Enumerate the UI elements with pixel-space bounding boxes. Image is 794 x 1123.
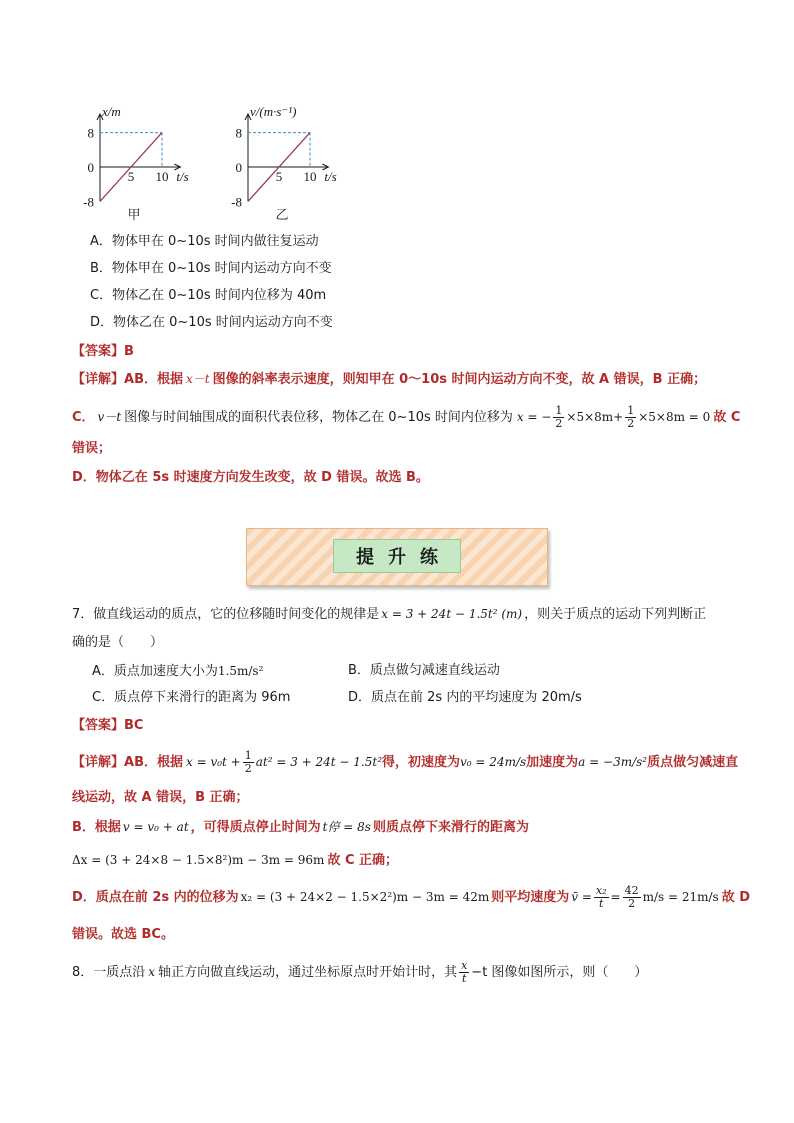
chart-caption: 乙: [275, 207, 289, 222]
detail-text: 故 D: [721, 890, 751, 905]
detail-tag: 【详解】: [72, 755, 125, 770]
x-tick-label: 5: [275, 169, 283, 184]
math-expr: x－t: [186, 372, 210, 386]
answer-value: B: [124, 344, 134, 359]
y-axis-label: x/m: [102, 104, 121, 119]
q7-option-a: [92, 661, 263, 682]
fraction: $\frac{x}{t}$: [461, 959, 468, 985]
answer-tag: 【答案】: [72, 344, 125, 359]
q6-detail-line2: [72, 403, 740, 431]
option-text: A．质点加速度大小为: [92, 664, 218, 679]
q7-stem-line2: 确的是（ ）: [72, 635, 164, 650]
section-banner: [246, 528, 548, 586]
q6-option-d: D．物体乙在 0~10s 时间内运动方向不变: [90, 315, 333, 330]
detail-text: 则质点停下来滑行的距离为: [372, 820, 529, 835]
detail-text: AB．根据: [124, 755, 183, 770]
math-expr: a = −3m/s²: [578, 755, 648, 769]
math-expr: x = v₀t +: [186, 755, 241, 769]
q6-option-b: B．物体甲在 0~10s 时间内运动方向不变: [90, 261, 332, 276]
detail-text: D．质点在前 2s 内的位移为: [72, 890, 239, 905]
fraction: $\frac{1}{2}$: [244, 749, 252, 775]
q7-detail-line1: [72, 746, 738, 778]
detail-text: 得，初速度为: [382, 755, 461, 770]
chart-yi: [231, 104, 337, 222]
x-axis-label: t/s: [176, 169, 189, 184]
answer-value: BC: [124, 718, 144, 733]
detail-text: B．根据: [72, 820, 121, 835]
detail-text: 加速度为: [526, 755, 579, 770]
stem-text: ，则关于质点的运动下列判断正: [524, 607, 707, 622]
y-axis-label: v/(m·s⁻¹): [250, 104, 297, 119]
y-tick-label: 0: [235, 160, 242, 175]
math-expr: 1.5m/s²: [217, 664, 264, 678]
x-tick-label: 5: [127, 169, 135, 184]
math-expr: ×5×8m+: [566, 410, 624, 424]
detail-text: 质点做匀减速直: [647, 755, 739, 770]
q7-detail-line2: 线运动，故 A 错误，B 正确；: [72, 790, 249, 805]
q6-option-a: A．物体甲在 0~10s 时间内做往复运动: [90, 234, 319, 249]
math-expr: v = v₀ + at: [122, 820, 189, 834]
q7-detail-line4: [72, 850, 398, 871]
detail-text: AB．根据: [124, 372, 183, 387]
q6-answer: [72, 342, 134, 362]
detail-text: 故 C 正确；: [327, 853, 399, 868]
detail-text: C．: [72, 410, 95, 425]
math-expr: x₂ = (3 + 24×2 − 1.5×2²)m − 3m = 42m: [240, 890, 490, 904]
math-expr: at² = 3 + 24t − 1.5t²: [255, 755, 383, 769]
y-tick-label: 8: [87, 125, 94, 141]
charts: [70, 95, 370, 225]
stem-text: −t 图像如图所示，则（ ）: [471, 965, 648, 980]
y-tick-label: -8: [83, 194, 94, 210]
math-expr: v̄ =: [571, 890, 592, 904]
x-tick-label: 10: [303, 169, 317, 184]
y-tick-label: 8: [235, 125, 242, 141]
q7-option-d: D．质点在前 2s 内的平均速度为 20m/s: [348, 690, 582, 705]
detail-text: 故 C: [713, 410, 741, 425]
x-tick-label: 10: [155, 169, 169, 184]
q7-option-c: C．质点停下来滑行的距离为 96m: [92, 690, 291, 705]
q7-detail-line5: [72, 881, 750, 913]
detail-text: 图像与时间轴围成的面积代表位移，物体乙在 0~10s 时间内位移为: [124, 410, 513, 425]
fraction: $\frac{42}{2}$: [624, 884, 639, 910]
q6-option-c: C．物体乙在 0~10s 时间内位移为 40m: [90, 288, 327, 303]
fraction: $\frac{\text{x₂}}{t}$: [595, 884, 607, 910]
fraction: $\frac{1}{2}$: [627, 404, 635, 430]
y-tick-label: 0: [87, 160, 94, 175]
q6-detail-line3: 错误；: [72, 441, 112, 456]
x-axis-label: t/s: [324, 169, 337, 184]
stem-text: 7．做直线运动的质点，它的位移随时间变化的规律是: [72, 607, 380, 622]
fraction: $\frac{1}{2}$: [555, 404, 563, 430]
math-expr: x = 3 + 24t − 1.5t² (m): [381, 607, 523, 621]
chart-caption: 甲: [127, 207, 141, 222]
chart-jia: [83, 104, 189, 222]
detail-text: ，可得质点停止时间为: [190, 820, 321, 835]
math-expr: v－t: [97, 410, 122, 424]
math-expr: ×5×8m = 0: [638, 410, 711, 424]
q7-answer: [72, 716, 143, 736]
detail-tag: 【详解】: [72, 372, 125, 387]
math-expr: Δx = (3 + 24×8 − 1.5×8²)m − 3m = 96m: [72, 853, 325, 867]
q7-detail-line6: 错误。故选 BC。: [72, 927, 174, 942]
stem-text: 轴正方向做直线运动，通过坐标原点时开始计时，其: [158, 965, 458, 980]
math-expr: =: [610, 890, 621, 904]
detail-text: 则平均速度为: [491, 890, 570, 905]
math-expr: x = −: [516, 410, 552, 424]
banner-title: 提升练: [333, 539, 461, 573]
q7-stem-line1: [72, 604, 706, 625]
q6-detail-line4: D．物体乙在 5s 时速度方向发生改变，故 D 错误。故选 B。: [72, 470, 429, 485]
math-expr: t停 = 8s: [322, 820, 371, 834]
q7-option-b: B．质点做匀减速直线运动: [348, 663, 500, 678]
q8-stem: [72, 955, 647, 989]
stem-text: 8．一质点沿: [72, 965, 146, 980]
detail-text: 图像的斜率表示速度，则知甲在 0～10s 时间内运动方向不变，故 A 错误，B 正确；: [212, 372, 707, 387]
q7-detail-line3: [72, 817, 529, 838]
answer-tag: 【答案】: [72, 718, 125, 733]
q6-detail-line1: [72, 369, 706, 390]
y-tick-label: -8: [231, 194, 242, 210]
math-expr: x: [148, 965, 156, 979]
math-expr: v₀ = 24m/s: [460, 755, 527, 769]
math-expr: m/s = 21m/s: [642, 890, 719, 904]
